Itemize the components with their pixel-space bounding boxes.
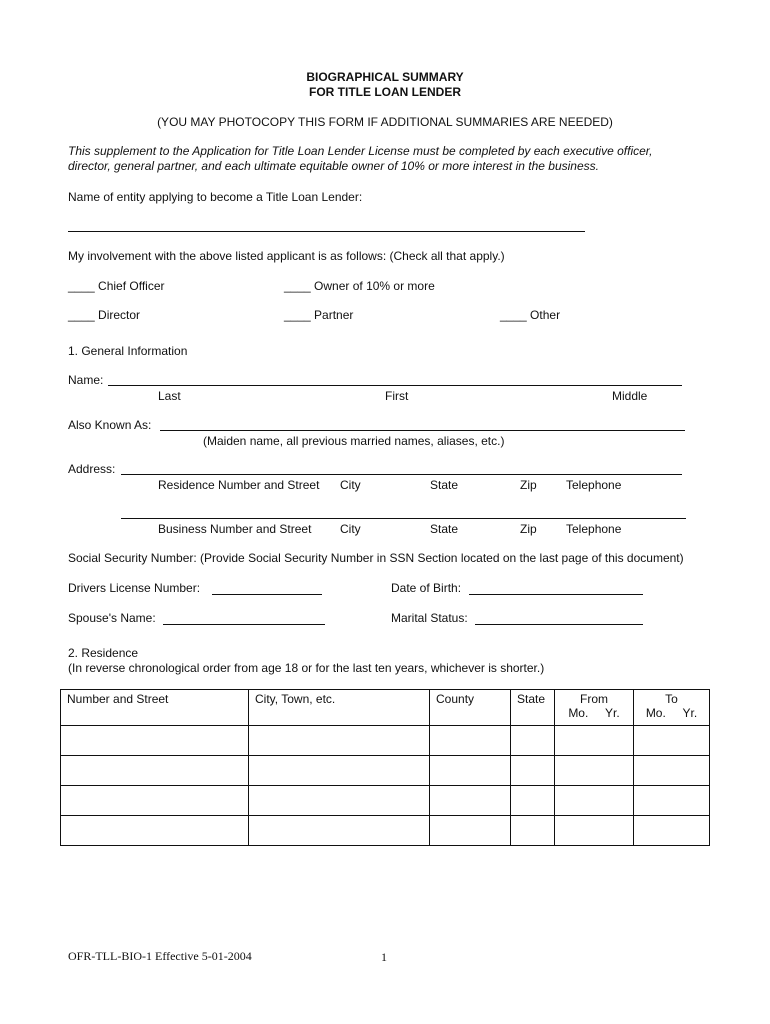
col-to [634,690,710,726]
cell-state[interactable] [511,756,555,786]
residence-telephone-caption: Telephone [566,478,622,492]
other-label: Other [530,308,561,322]
table-row [61,756,710,786]
ssn-note: Social Security Number: (Provide Social Security Number in SSN Section located on the last page of this document) [68,551,684,565]
cell-number-street[interactable] [61,756,249,786]
col-number-street: Number and Street [61,690,249,726]
partner-label: Partner [314,308,354,322]
intro-line1: This supplement to the Application for Title Loan Lender License must be completed by each executive officer, [68,144,653,158]
intro-line2: director, general partner, and each ultimate equitable owner of 10% or more interest in the business. [68,159,599,173]
table-row [61,726,710,756]
cell-from[interactable] [555,726,634,756]
cell-state[interactable] [511,786,555,816]
business-telephone-caption: Telephone [566,522,622,536]
cell-county[interactable] [430,726,511,756]
business-address-field[interactable] [121,518,686,519]
cell-from[interactable] [555,756,634,786]
col-city-town: City, Town, etc. [249,690,430,726]
cell-county[interactable] [430,816,511,846]
form-id: OFR-TLL-BIO-1 Effective 5-01-2004 [68,949,252,963]
other-option[interactable] [500,308,560,322]
cell-city-town[interactable] [249,756,430,786]
address-label: Address: [68,462,116,476]
dob-label: Date of Birth: [391,581,462,595]
entity-label: Name of entity applying to become a Title Loan Lender: [68,190,363,204]
cell-city-town[interactable] [249,816,430,846]
col-county: County [430,690,511,726]
chief-officer-option[interactable] [68,279,165,293]
residence-state-caption: State [430,478,459,492]
cell-to[interactable] [634,786,710,816]
col-from-mo: Mo. [568,706,589,720]
residence-table [60,689,710,846]
cell-state[interactable] [511,726,555,756]
col-from-label: From [580,692,608,706]
col-to-mo: Mo. [645,706,666,720]
col-from-yr: Yr. [605,706,620,720]
residence-zip-caption: Zip [520,478,537,492]
owner-label: Owner of 10% or more [314,279,435,293]
marital-status-label: Marital Status: [391,611,468,625]
director-check-blank[interactable]: ____ [68,308,95,322]
partner-check-blank[interactable]: ____ [284,308,311,322]
residence-number-caption: Residence Number and Street [158,478,320,492]
page-number: 1 [381,950,387,964]
residence-city-caption: City [340,478,361,492]
owner-option[interactable] [284,279,435,293]
first-name-caption: First [385,389,409,403]
owner-check-blank[interactable]: ____ [284,279,311,293]
aka-hint: (Maiden name, all previous married names, aliases, etc.) [203,434,505,448]
photocopy-note: (YOU MAY PHOTOCOPY THIS FORM IF ADDITIONAL SUMMARIES ARE NEEDED) [157,115,613,129]
table-row [61,786,710,816]
director-option[interactable] [68,308,140,322]
partner-option[interactable] [284,308,353,322]
col-to-label: To [665,692,678,706]
aka-label: Also Known As: [68,418,152,432]
col-state: State [511,690,555,726]
cell-to[interactable] [634,756,710,786]
residence-note: (In reverse chronological order from age 18 or for the last ten years, whichever is shorter.) [68,661,545,675]
business-number-caption: Business Number and Street [158,522,312,536]
residence-table-header [61,690,710,726]
middle-name-caption: Middle [612,389,648,403]
director-label: Director [98,308,141,322]
form-title-line2: FOR TITLE LOAN LENDER [309,85,461,99]
name-label: Name: [68,373,104,387]
residence-heading: 2. Residence [68,646,139,660]
table-row [61,816,710,846]
business-zip-caption: Zip [520,522,537,536]
form-title-line1: BIOGRAPHICAL SUMMARY [306,70,464,84]
chief-officer-label: Chief Officer [98,279,165,293]
cell-city-town[interactable] [249,726,430,756]
cell-state[interactable] [511,816,555,846]
cell-from[interactable] [555,816,634,846]
cell-number-street[interactable] [61,726,249,756]
drivers-license-label: Drivers License Number: [68,581,201,595]
chief-officer-check-blank[interactable]: ____ [68,279,95,293]
cell-county[interactable] [430,786,511,816]
involvement-label: My involvement with the above listed applicant is as follows: (Check all that apply.) [68,249,505,263]
general-info-heading: 1. General Information [68,344,188,358]
name-field[interactable] [108,385,682,386]
business-city-caption: City [340,522,361,536]
cell-number-street[interactable] [61,816,249,846]
col-from [555,690,634,726]
marital-status-field[interactable] [475,624,643,625]
spouse-name-field[interactable] [163,624,325,625]
cell-to[interactable] [634,816,710,846]
drivers-license-field[interactable] [212,594,322,595]
other-check-blank[interactable]: ____ [500,308,527,322]
cell-city-town[interactable] [249,786,430,816]
cell-to[interactable] [634,726,710,756]
aka-field[interactable] [160,430,685,431]
last-name-caption: Last [158,389,181,403]
cell-county[interactable] [430,756,511,786]
col-to-yr: Yr. [682,706,698,720]
cell-from[interactable] [555,786,634,816]
dob-field[interactable] [469,594,643,595]
cell-number-street[interactable] [61,786,249,816]
business-state-caption: State [430,522,459,536]
spouse-name-label: Spouse's Name: [68,611,156,625]
entity-name-field[interactable] [68,231,585,232]
residence-address-field[interactable] [121,474,682,475]
